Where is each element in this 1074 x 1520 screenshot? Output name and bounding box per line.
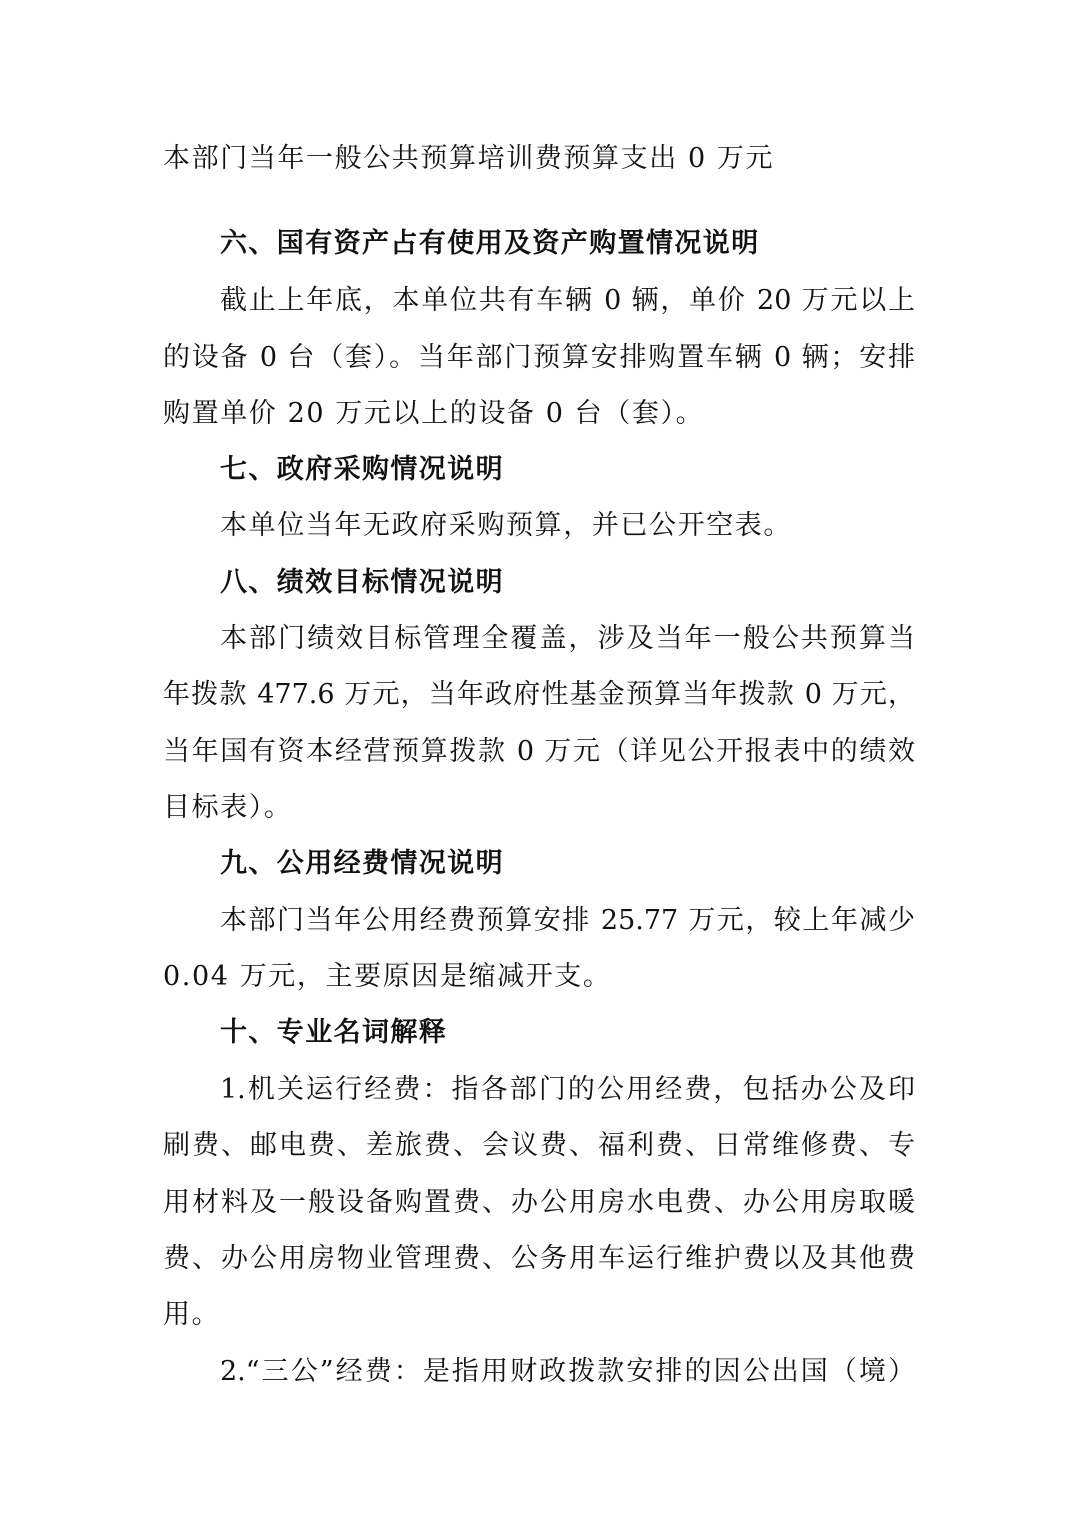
glossary-item-1-line-2: 刷费、邮电费、差旅费、会议费、福利费、日常维修费、专 bbox=[163, 1130, 915, 1161]
section-heading-glossary: 十、专业名词解释 bbox=[220, 1017, 448, 1048]
assets-paragraph-line-3: 购置单价 20 万元以上的设备 0 台（套）。 bbox=[163, 398, 705, 429]
glossary-item-2-line-1: 2.“三公”经费：是指用财政拨款安排的因公出国（境） bbox=[220, 1356, 915, 1387]
section-heading-performance: 八、绩效目标情况说明 bbox=[220, 567, 504, 598]
glossary-item-1-line-3: 用材料及一般设备购置费、办公用房水电费、办公用房取暖 bbox=[163, 1187, 915, 1218]
assets-paragraph-line-2: 的设备 0 台（套）。当年部门预算安排购置车辆 0 辆；安排 bbox=[163, 342, 915, 373]
performance-paragraph-line-2: 年拨款 477.6 万元，当年政府性基金预算当年拨款 0 万元， bbox=[163, 679, 915, 710]
section-heading-procurement: 七、政府采购情况说明 bbox=[220, 454, 504, 485]
assets-paragraph-line-1: 截止上年底，本单位共有车辆 0 辆，单价 20 万元以上 bbox=[220, 285, 915, 316]
training-expense-line: 本部门当年一般公共预算培训费预算支出 0 万元 bbox=[163, 143, 775, 174]
section-heading-public-funds: 九、公用经费情况说明 bbox=[220, 848, 504, 879]
procurement-paragraph: 本单位当年无政府采购预算，并已公开空表。 bbox=[220, 510, 792, 541]
section-heading-assets: 六、国有资产占有使用及资产购置情况说明 bbox=[220, 228, 760, 259]
glossary-item-1-line-5: 用。 bbox=[163, 1299, 221, 1330]
performance-paragraph-line-4: 目标表）。 bbox=[163, 792, 293, 823]
glossary-item-1-line-1: 1.机关运行经费：指各部门的公用经费，包括办公及印 bbox=[220, 1074, 915, 1105]
public-funds-paragraph-line-1: 本部门当年公用经费预算安排 25.77 万元，较上年减少 bbox=[220, 905, 915, 936]
performance-paragraph-line-3: 当年国有资本经营预算拨款 0 万元（详见公开报表中的绩效 bbox=[163, 736, 915, 767]
glossary-item-1-line-4: 费、办公用房物业管理费、公务用车运行维护费以及其他费 bbox=[163, 1243, 915, 1274]
public-funds-paragraph-line-2: 0.04 万元，主要原因是缩减开支。 bbox=[163, 961, 612, 992]
performance-paragraph-line-1: 本部门绩效目标管理全覆盖，涉及当年一般公共预算当 bbox=[220, 623, 915, 654]
